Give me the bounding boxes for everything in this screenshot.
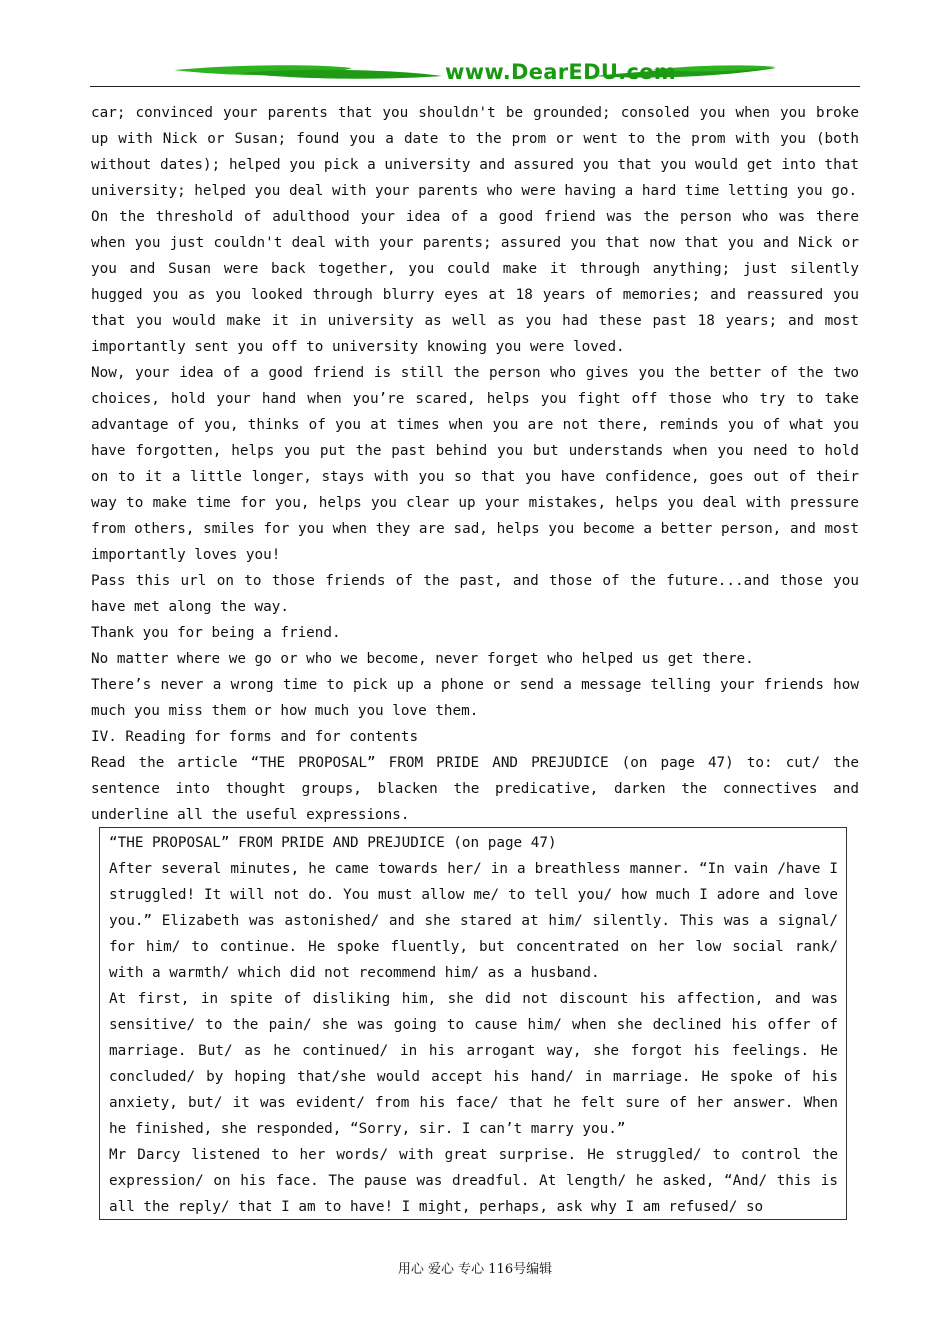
excerpt-paragraph: Mr Darcy listened to her words/ with great surprise. He struggled/ to control the expression/ on his face. The pause was dreadful. At length/ he asked, “And/ this is all the reply/ that I am to have! I might, perhaps, ask why I am refused/ so [109,1147,838,1215]
main-text [91,100,859,828]
excerpt-paragraph: At first, in spite of disliking him, she did not discount his affection, and was sensitive/ to the pain/ she was going to cause him/ when she declined his offer of marriage. But/ as he continued/ in his arrogant way, she forgot his feelings. He concluded/ by hoping that/she would accept his hand/ in marriage. He spoke of his anxiety, but/ it was evident/ from his face/ that he felt sure of her answer. When he finished, she responded, “Sorry, sir. I can’t marry you.” [109,991,838,1137]
paragraph: No matter where we go or who we become, never forget who helped us get there. [91,651,754,667]
paragraph: car; convinced your parents that you shouldn't be grounded; consoled you when you broke up with Nick or Susan; found you a date to the prom or went to the prom with you (both without dates); helped you pick a university and assured you that you would get into that university; helped you deal with your parents who were having a hard time letting you go. [91,105,859,199]
excerpt-box [99,827,847,1220]
page-header [90,56,860,90]
section-heading: IV. Reading for forms and for contents [91,729,419,745]
page-footer: 用心 爱心 专心 116号编辑 [397,1262,553,1277]
excerpt-title: “THE PROPOSAL” FROM PRIDE AND PREJUDICE (on page 47) [109,835,557,851]
site-logo[interactable]: www.DearEDU.com [445,60,677,84]
paragraph: On the threshold of adulthood your idea of a good friend was the person who was there when you just couldn't deal with your parents; assured you that now that you and Nick or you and Susan were back together, you could make it through anything; just silently hugged you as you looked through blurry eyes at 18 years of memories; and reassured you that you would make it in university as well as you had these past 18 years; and most importantly sent you off to university knowing you were loved. [91,209,859,355]
header-divider [90,86,860,87]
paragraph: Now, your idea of a good friend is still the person who gives you the better of the two choices, hold your hand when you’re scared, helps you fight off those who try to take advantage of you, thinks of you at times when you are not there, reminds you of what you have forgotten, helps you put the past behind you but understands when you need to hold on to it a little longer, stays with you so that you have confidence, goes out of their way to make time for you, helps you clear up your mistakes, helps you deal with pressure from others, smiles for you when they are sad, helps you become a better person, and most importantly loves you! [91,365,859,563]
excerpt-paragraph: After several minutes, he came towards her/ in a breathless manner. “In vain /have I struggled! It will not do. You must allow me/ to tell you/ how much I adore and love you.” Elizabeth was astonished/ and she stared at him/ silently. This was a signal/ for him/ to continue. He spoke fluently, but concentrated on her low social rank/ with a warmth/ which did not recommend him/ as a husband. [109,861,838,981]
instruction-paragraph: Read the article “THE PROPOSAL” FROM PRIDE AND PREJUDICE (on page 47) to: cut/ the sentence into thought groups, blacken the predicative, darken the connectives and underline all the useful expressions. [91,755,859,823]
paragraph: Pass this url on to those friends of the past, and those of the future...and those you have met along the way. [91,573,859,615]
paragraph: There’s never a wrong time to pick up a phone or send a message telling your friends how much you miss them or how much you love them. [91,677,859,719]
paragraph: Thank you for being a friend. [91,625,341,641]
